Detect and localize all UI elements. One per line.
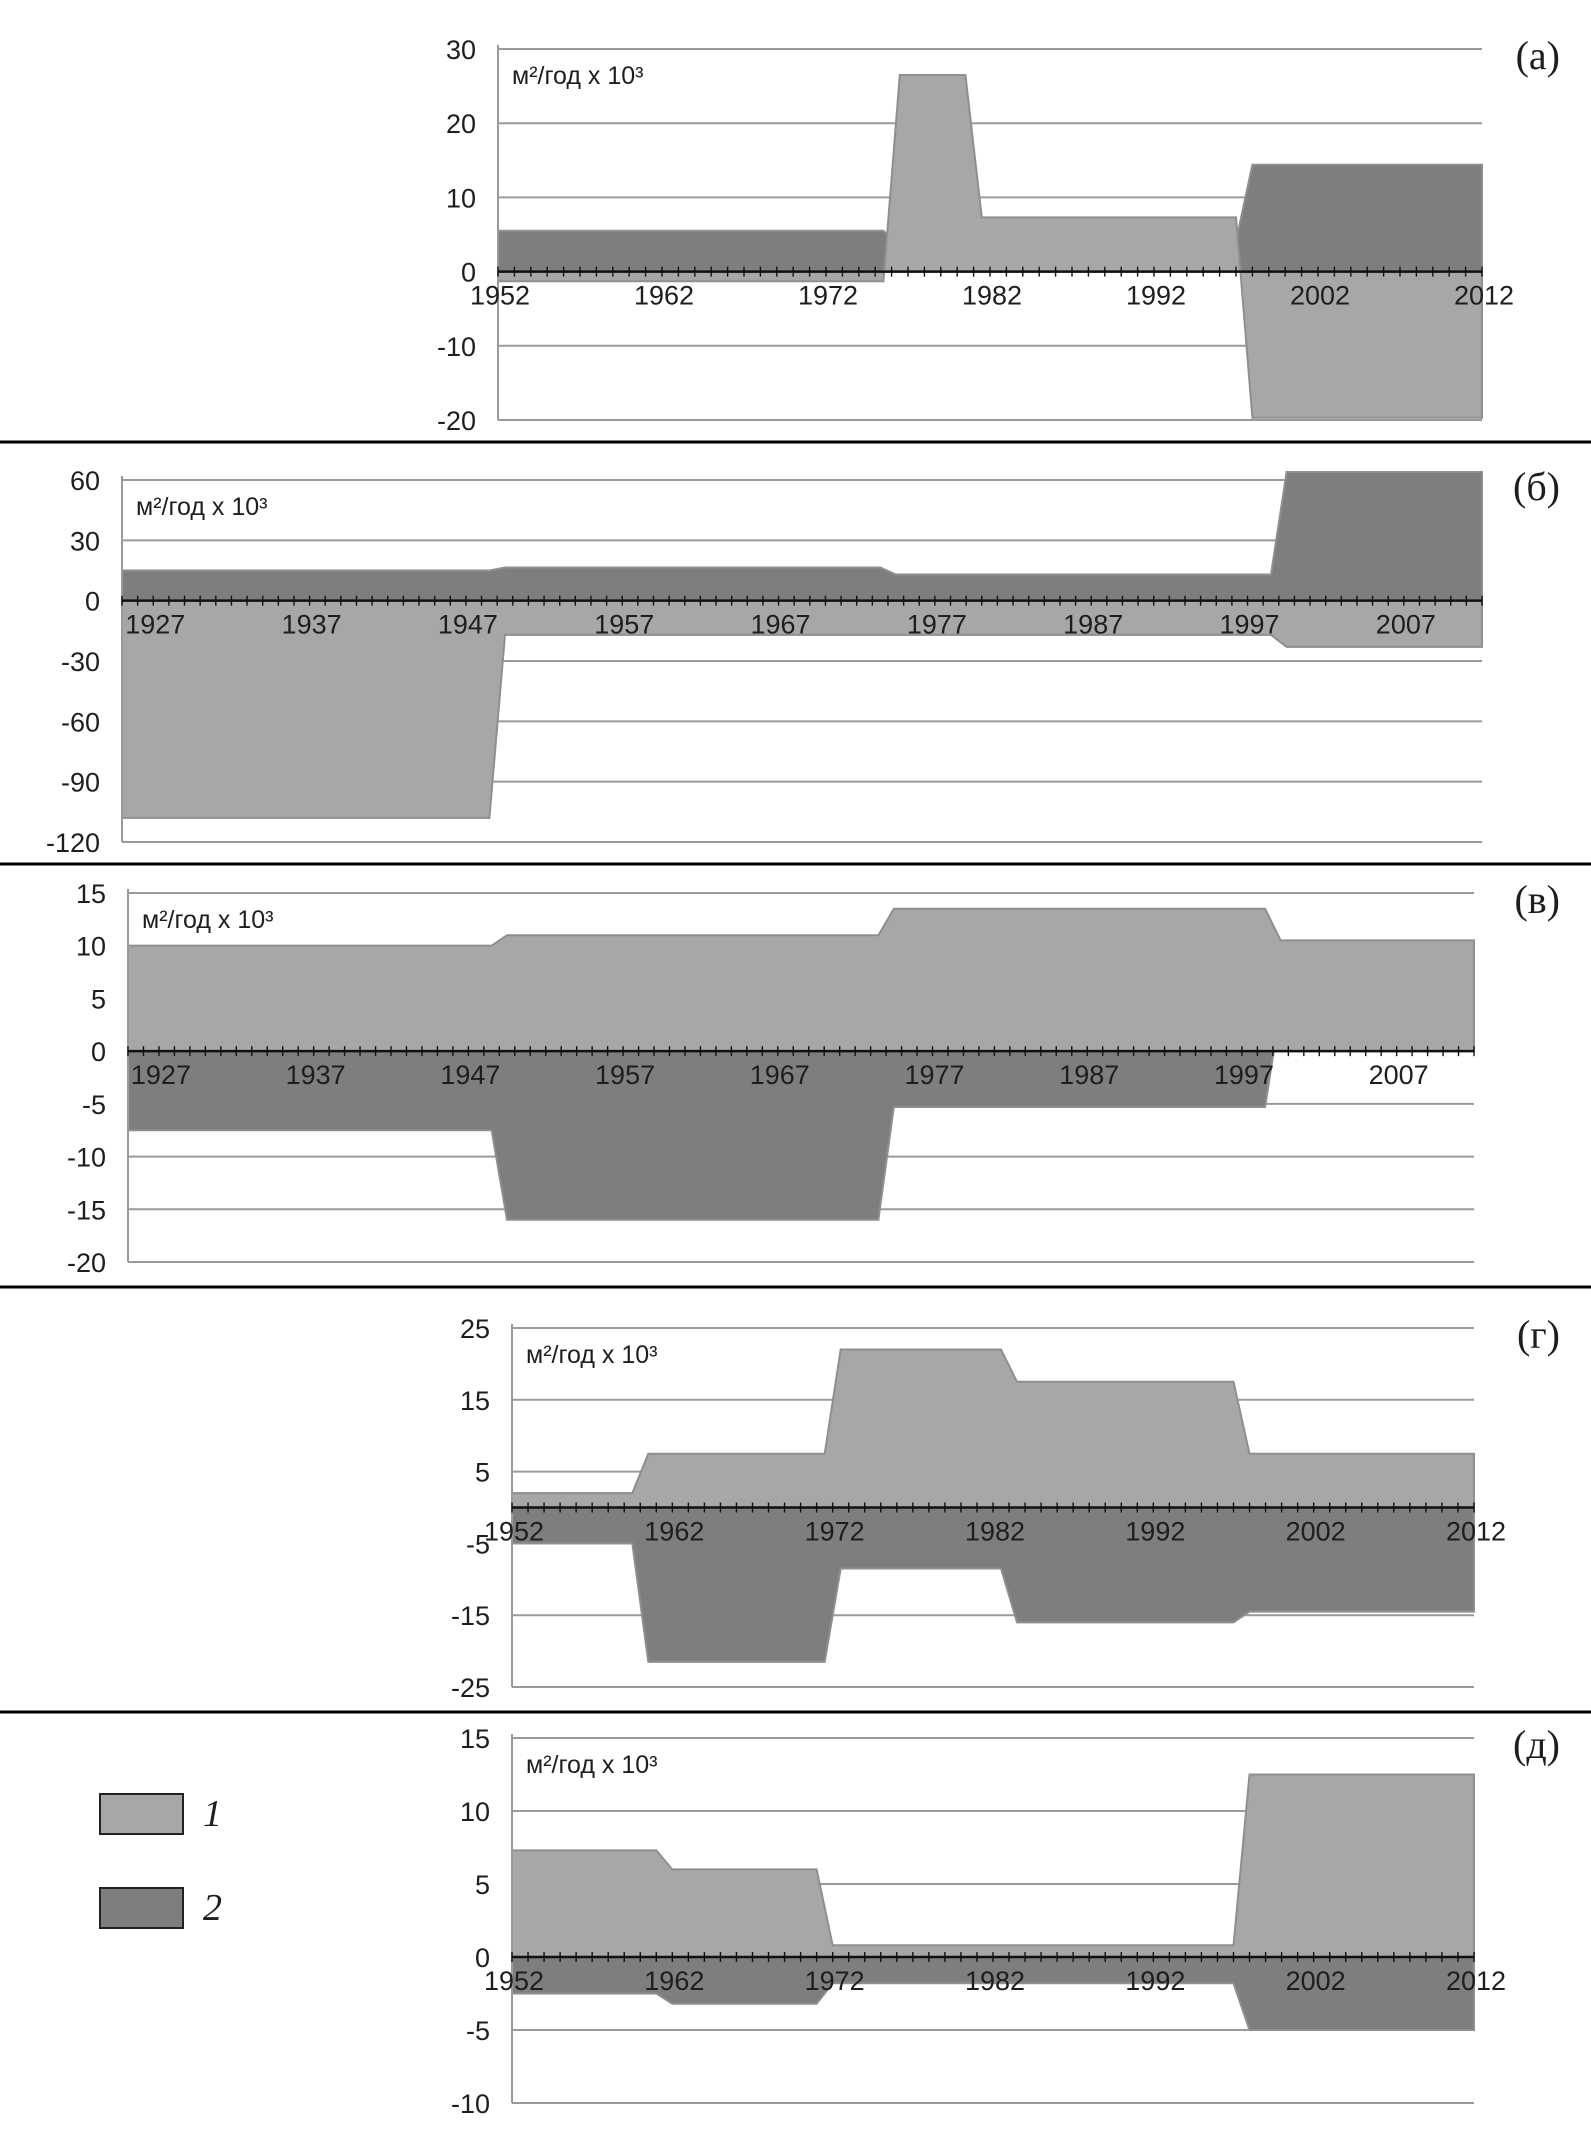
series-1-area	[512, 1350, 1474, 1508]
panel-v	[67, 877, 1560, 1278]
x-tick-label: 1982	[964, 1966, 1026, 1996]
y-tick-label: 20	[445, 109, 476, 140]
y-tick-label: -10	[436, 331, 476, 362]
panel-d	[451, 1722, 1560, 2119]
panel-a	[437, 33, 1560, 436]
x-tick-label: 1992	[1125, 1966, 1186, 1996]
panel-label: (д)	[1513, 1722, 1560, 1767]
x-tick-label: 1937	[285, 1060, 346, 1091]
x-tick-label: 1947	[437, 609, 498, 640]
y-tick-label: 30	[445, 35, 476, 65]
x-tick-label: 1927	[130, 1060, 191, 1091]
x-tick-label: 1977	[904, 1060, 965, 1091]
x-tick-label: 1992	[1125, 280, 1187, 311]
x-tick-label: 2012	[1445, 1966, 1507, 1996]
y-tick-label: -10	[66, 1142, 106, 1173]
legend	[100, 1793, 222, 1929]
legend-swatch	[100, 1888, 183, 1928]
x-tick-label: 1992	[1125, 1516, 1186, 1547]
x-tick-label: 1972	[804, 1966, 865, 1996]
unit-label: м²/год х 10³	[512, 62, 644, 90]
y-tick-label: -120	[45, 828, 100, 858]
x-tick-label: 1952	[469, 280, 531, 311]
y-tick-label: 15	[75, 879, 106, 909]
y-tick-label: -5	[465, 1529, 490, 1560]
x-tick-label: 1927	[125, 609, 186, 640]
x-tick-label: 1977	[906, 609, 967, 640]
unit-label: м²/год х 10³	[136, 493, 268, 521]
y-tick-label: 10	[445, 183, 476, 214]
panel-label: (а)	[1515, 33, 1560, 78]
y-tick-label: -20	[66, 1248, 106, 1278]
unit-label: м²/год х 10³	[526, 1751, 658, 1779]
panels	[0, 33, 1591, 2119]
y-tick-label: -60	[60, 707, 100, 738]
x-tick-label: 1982	[964, 1516, 1026, 1547]
panel-label: (в)	[1514, 877, 1560, 922]
x-tick-label: 1952	[483, 1516, 545, 1547]
y-tick-label: -25	[450, 1673, 490, 1703]
y-tick-label: 10	[75, 931, 106, 962]
y-tick-label: 60	[69, 466, 100, 496]
y-tick-label: -20	[436, 406, 476, 436]
y-tick-label: 25	[459, 1314, 490, 1344]
unit-label: м²/год х 10³	[526, 1341, 658, 1369]
y-tick-label: -5	[81, 1089, 106, 1120]
x-tick-label: 1987	[1063, 609, 1124, 640]
panel-b	[46, 464, 1560, 858]
x-tick-label: 2007	[1368, 1060, 1429, 1091]
y-tick-label: -15	[66, 1195, 106, 1226]
legend-swatch	[100, 1794, 183, 1834]
x-tick-label: 1952	[483, 1966, 545, 1996]
x-tick-label: 2002	[1285, 1516, 1346, 1547]
x-tick-label: 1962	[644, 1966, 705, 1996]
legend-item-1	[100, 1793, 222, 1835]
series-2-area	[122, 472, 1482, 601]
y-tick-label: -15	[450, 1601, 490, 1632]
x-tick-label: 2007	[1375, 609, 1436, 640]
y-tick-label: 30	[69, 526, 100, 557]
x-tick-label: 1937	[281, 609, 342, 640]
x-tick-label: 1972	[804, 1516, 865, 1547]
x-tick-label: 1997	[1219, 609, 1280, 640]
x-tick-label: 1957	[594, 609, 655, 640]
series-1-area	[512, 1775, 1474, 1958]
x-tick-label: 1972	[797, 280, 859, 311]
legend-label: 1	[203, 1793, 222, 1835]
legend-item-2	[100, 1887, 222, 1929]
x-tick-label: 1947	[440, 1060, 501, 1091]
y-tick-label: 15	[459, 1385, 490, 1416]
series-1-area	[128, 909, 1474, 1051]
x-tick-label: 2012	[1453, 280, 1515, 311]
y-tick-label: -10	[450, 2089, 490, 2119]
panel-g	[451, 1312, 1560, 1703]
x-tick-label: 1982	[961, 280, 1023, 311]
y-tick-label: 15	[459, 1724, 490, 1754]
y-tick-label: -5	[465, 2016, 490, 2046]
y-tick-label: 0	[90, 1037, 106, 1068]
x-tick-label: 2012	[1445, 1516, 1507, 1547]
x-tick-label: 1962	[644, 1516, 705, 1547]
panel-label: (б)	[1513, 464, 1560, 509]
y-tick-label: 5	[474, 1870, 490, 1900]
x-tick-label: 1962	[633, 280, 695, 311]
x-tick-label: 1967	[749, 1060, 810, 1091]
x-tick-label: 2002	[1289, 280, 1351, 311]
x-tick-label: 1957	[595, 1060, 656, 1091]
y-tick-label: 5	[474, 1457, 490, 1488]
y-tick-label: -90	[60, 767, 100, 798]
panel-label: (г)	[1516, 1312, 1560, 1357]
y-tick-label: 5	[90, 984, 106, 1015]
y-tick-label: 0	[84, 586, 100, 617]
legend-label: 2	[203, 1887, 222, 1929]
unit-label: м²/год х 10³	[142, 906, 274, 934]
x-tick-label: 2002	[1285, 1966, 1346, 1996]
y-tick-label: 10	[459, 1797, 490, 1827]
x-tick-label: 1967	[750, 609, 811, 640]
y-tick-label: 0	[474, 1943, 490, 1973]
y-tick-label: 0	[460, 257, 476, 288]
x-tick-label: 1997	[1213, 1060, 1274, 1091]
y-tick-label: -30	[60, 647, 100, 677]
x-tick-label: 1987	[1059, 1060, 1120, 1091]
